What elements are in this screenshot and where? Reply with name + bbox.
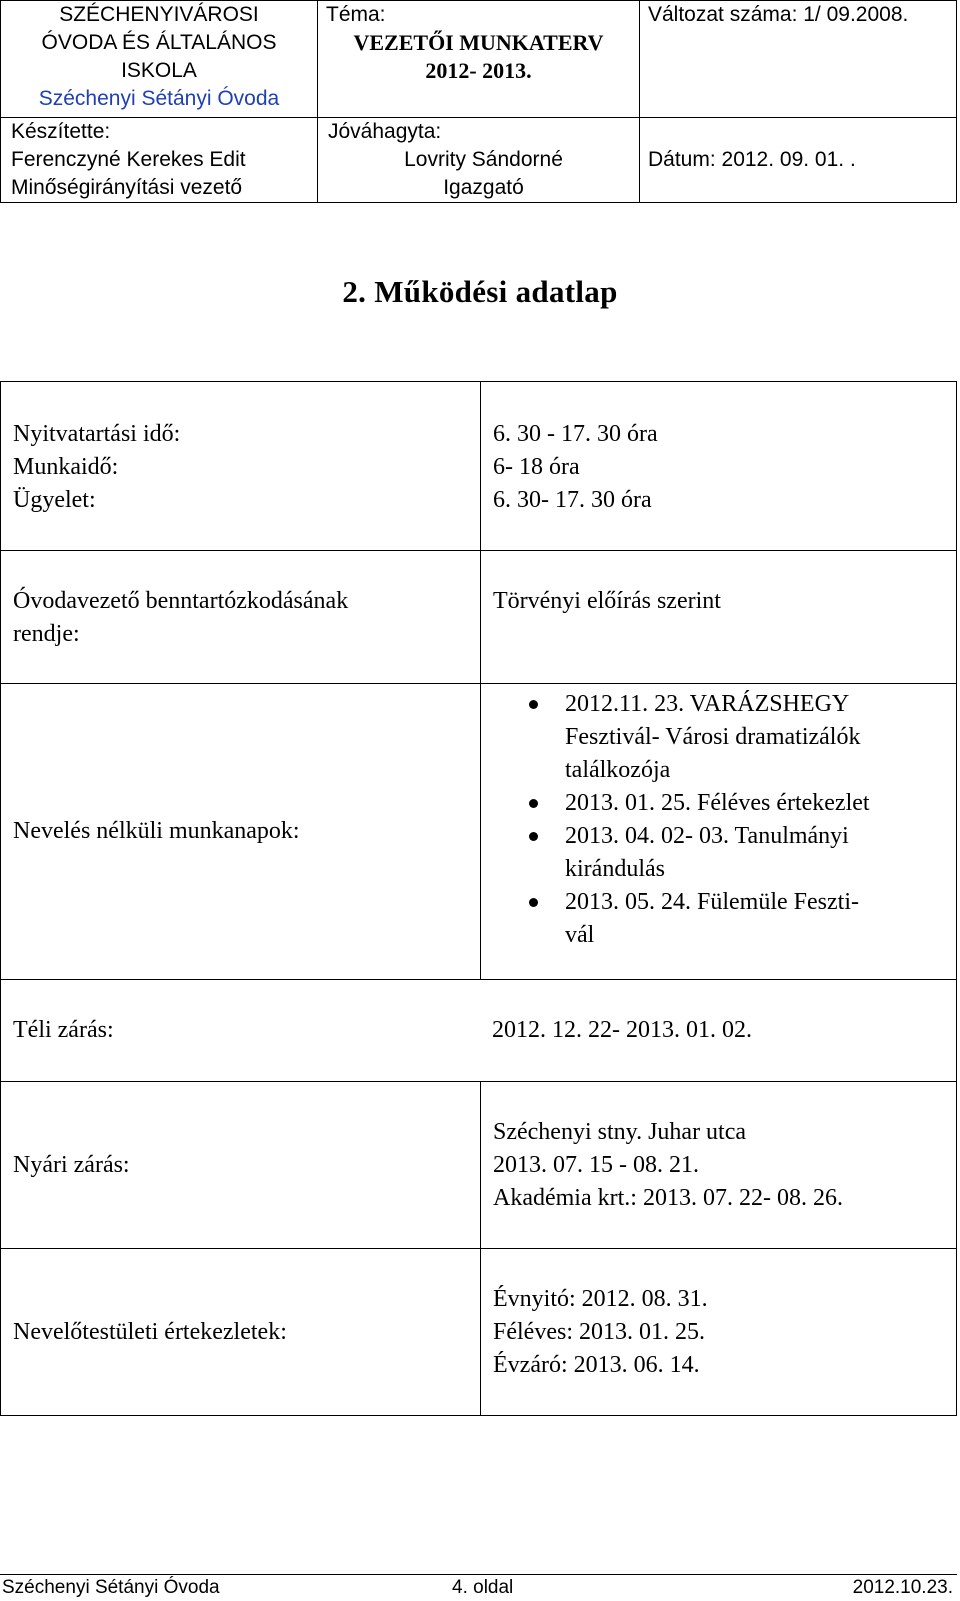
summer-closure-site-2: Akadémia krt.: 2013. 07. 22- 08. 26. bbox=[493, 1185, 843, 1211]
opening-hours-value: 6. 30 - 17. 30 óra bbox=[493, 421, 658, 447]
org-name-line-3: ISKOLA bbox=[121, 59, 197, 82]
presence-label-line-1: Óvodavezető benntartózkodásának bbox=[13, 588, 349, 614]
topic-cell bbox=[317, 1, 639, 117]
page-footer bbox=[0, 1574, 957, 1601]
summer-closure-values bbox=[480, 1082, 958, 1248]
table-row-summer-closure bbox=[1, 1081, 956, 1248]
presence-label bbox=[13, 585, 463, 651]
duty-hours-label: Ügyelet: bbox=[13, 487, 96, 513]
winter-closure-value-cell bbox=[480, 980, 958, 1081]
list-item bbox=[493, 688, 958, 787]
no-teaching-days-values bbox=[480, 684, 958, 979]
prepared-by-cell bbox=[1, 117, 317, 202]
date-cell bbox=[639, 117, 956, 202]
operating-data-table bbox=[0, 381, 957, 1416]
duty-hours-value: 6. 30- 17. 30 óra bbox=[493, 487, 652, 513]
approved-by-cell bbox=[317, 117, 639, 202]
no-teaching-days-label: Nevelés nélküli munkanapok: bbox=[13, 818, 300, 844]
prepared-by-label: Készítette: bbox=[11, 120, 111, 143]
bullet-icon bbox=[529, 799, 538, 808]
presence-label-line-2: rendje: bbox=[13, 621, 80, 647]
section-title: 2. Működési adatlap bbox=[342, 274, 618, 309]
bullet-icon bbox=[529, 700, 538, 709]
no-teaching-days-list bbox=[493, 688, 958, 952]
midyear-meeting: Féléves: 2013. 01. 25. bbox=[493, 1319, 705, 1345]
topic-year: 2012- 2013. bbox=[425, 58, 532, 83]
version-number: Változat száma: 1/ 09.2008. bbox=[648, 3, 909, 26]
approved-by-label: Jóváhagyta: bbox=[328, 120, 442, 143]
bullet-icon bbox=[529, 832, 538, 841]
org-cell bbox=[1, 1, 317, 117]
winter-closure-label-cell bbox=[13, 1014, 463, 1047]
topic-label: Téma: bbox=[326, 3, 386, 26]
approved-by-role: Igazgató bbox=[443, 176, 524, 199]
hours-labels bbox=[13, 418, 463, 517]
hours-values bbox=[480, 382, 958, 550]
document-date: Dátum: 2012. 09. 01. . bbox=[648, 148, 856, 171]
version-cell bbox=[639, 1, 956, 117]
staff-meetings-label: Nevelőtestületi értekezletek: bbox=[13, 1319, 287, 1345]
working-hours-label: Munkaidő: bbox=[13, 454, 119, 480]
org-name-line-1: SZÉCHENYIVÁROSI bbox=[59, 3, 259, 26]
winter-closure-value: 2012. 12. 22- 2013. 01. 02. bbox=[492, 1017, 752, 1043]
staff-meetings-label-cell bbox=[13, 1316, 463, 1349]
list-item bbox=[493, 886, 958, 952]
approved-by-name: Lovrity Sándorné bbox=[404, 148, 563, 171]
opening-hours-label: Nyitvatartási idő: bbox=[13, 421, 181, 447]
staff-meetings-values bbox=[480, 1249, 958, 1415]
working-hours-value: 6- 18 óra bbox=[493, 454, 580, 480]
closing-meeting: Évzáró: 2013. 06. 14. bbox=[493, 1352, 700, 1378]
opening-meeting: Évnyitó: 2012. 08. 31. bbox=[493, 1286, 708, 1312]
table-row-presence bbox=[1, 550, 956, 683]
summer-closure-dates-1: 2013. 07. 15 - 08. 21. bbox=[493, 1152, 699, 1178]
list-item-text: 2013. 04. 02- 03. Tanulmányi kirándulás bbox=[565, 823, 849, 882]
bullet-icon bbox=[529, 898, 538, 907]
list-item-text: 2012.11. 23. VARÁZSHEGY Fesztivál- Városi dramatizálók találkozója bbox=[565, 691, 861, 783]
presence-value: Törvényi előírás szerint bbox=[493, 588, 721, 614]
org-name-line-2: ÓVODA ÉS ÁLTALÁNOS bbox=[41, 31, 277, 54]
prepared-by-name: Ferenczyné Kerekes Edit bbox=[11, 148, 246, 171]
table-row-winter-closure bbox=[1, 979, 956, 1081]
footer-date: 2012.10.23. bbox=[852, 1577, 953, 1598]
footer-page-number: 4. oldal bbox=[452, 1577, 514, 1598]
presence-value-cell bbox=[480, 551, 958, 683]
summer-closure-label-cell bbox=[13, 1149, 463, 1182]
document-header bbox=[0, 0, 957, 203]
footer-institution: Széchenyi Sétányi Óvoda bbox=[2, 1577, 220, 1598]
winter-closure-label: Téli zárás: bbox=[13, 1017, 114, 1043]
list-item bbox=[493, 820, 958, 886]
list-item-text: 2013. 01. 25. Féléves értekezlet bbox=[565, 790, 870, 816]
summer-closure-label: Nyári zárás: bbox=[13, 1152, 130, 1178]
table-row-no-teaching-days bbox=[1, 683, 956, 979]
topic-title: VEZETŐI MUNKATERV bbox=[353, 30, 604, 55]
summer-closure-site-1: Széchenyi stny. Juhar utca bbox=[493, 1119, 747, 1145]
no-teaching-days-label-cell bbox=[13, 815, 463, 848]
table-row-staff-meetings bbox=[1, 1248, 956, 1415]
org-subunit: Széchenyi Sétányi Óvoda bbox=[38, 87, 280, 110]
list-item-text: 2013. 05. 24. Fülemüle Feszti- vál bbox=[565, 889, 859, 948]
list-item bbox=[493, 787, 958, 820]
table-row-hours bbox=[1, 382, 956, 550]
prepared-by-role: Minőségirányítási vezető bbox=[11, 176, 243, 199]
